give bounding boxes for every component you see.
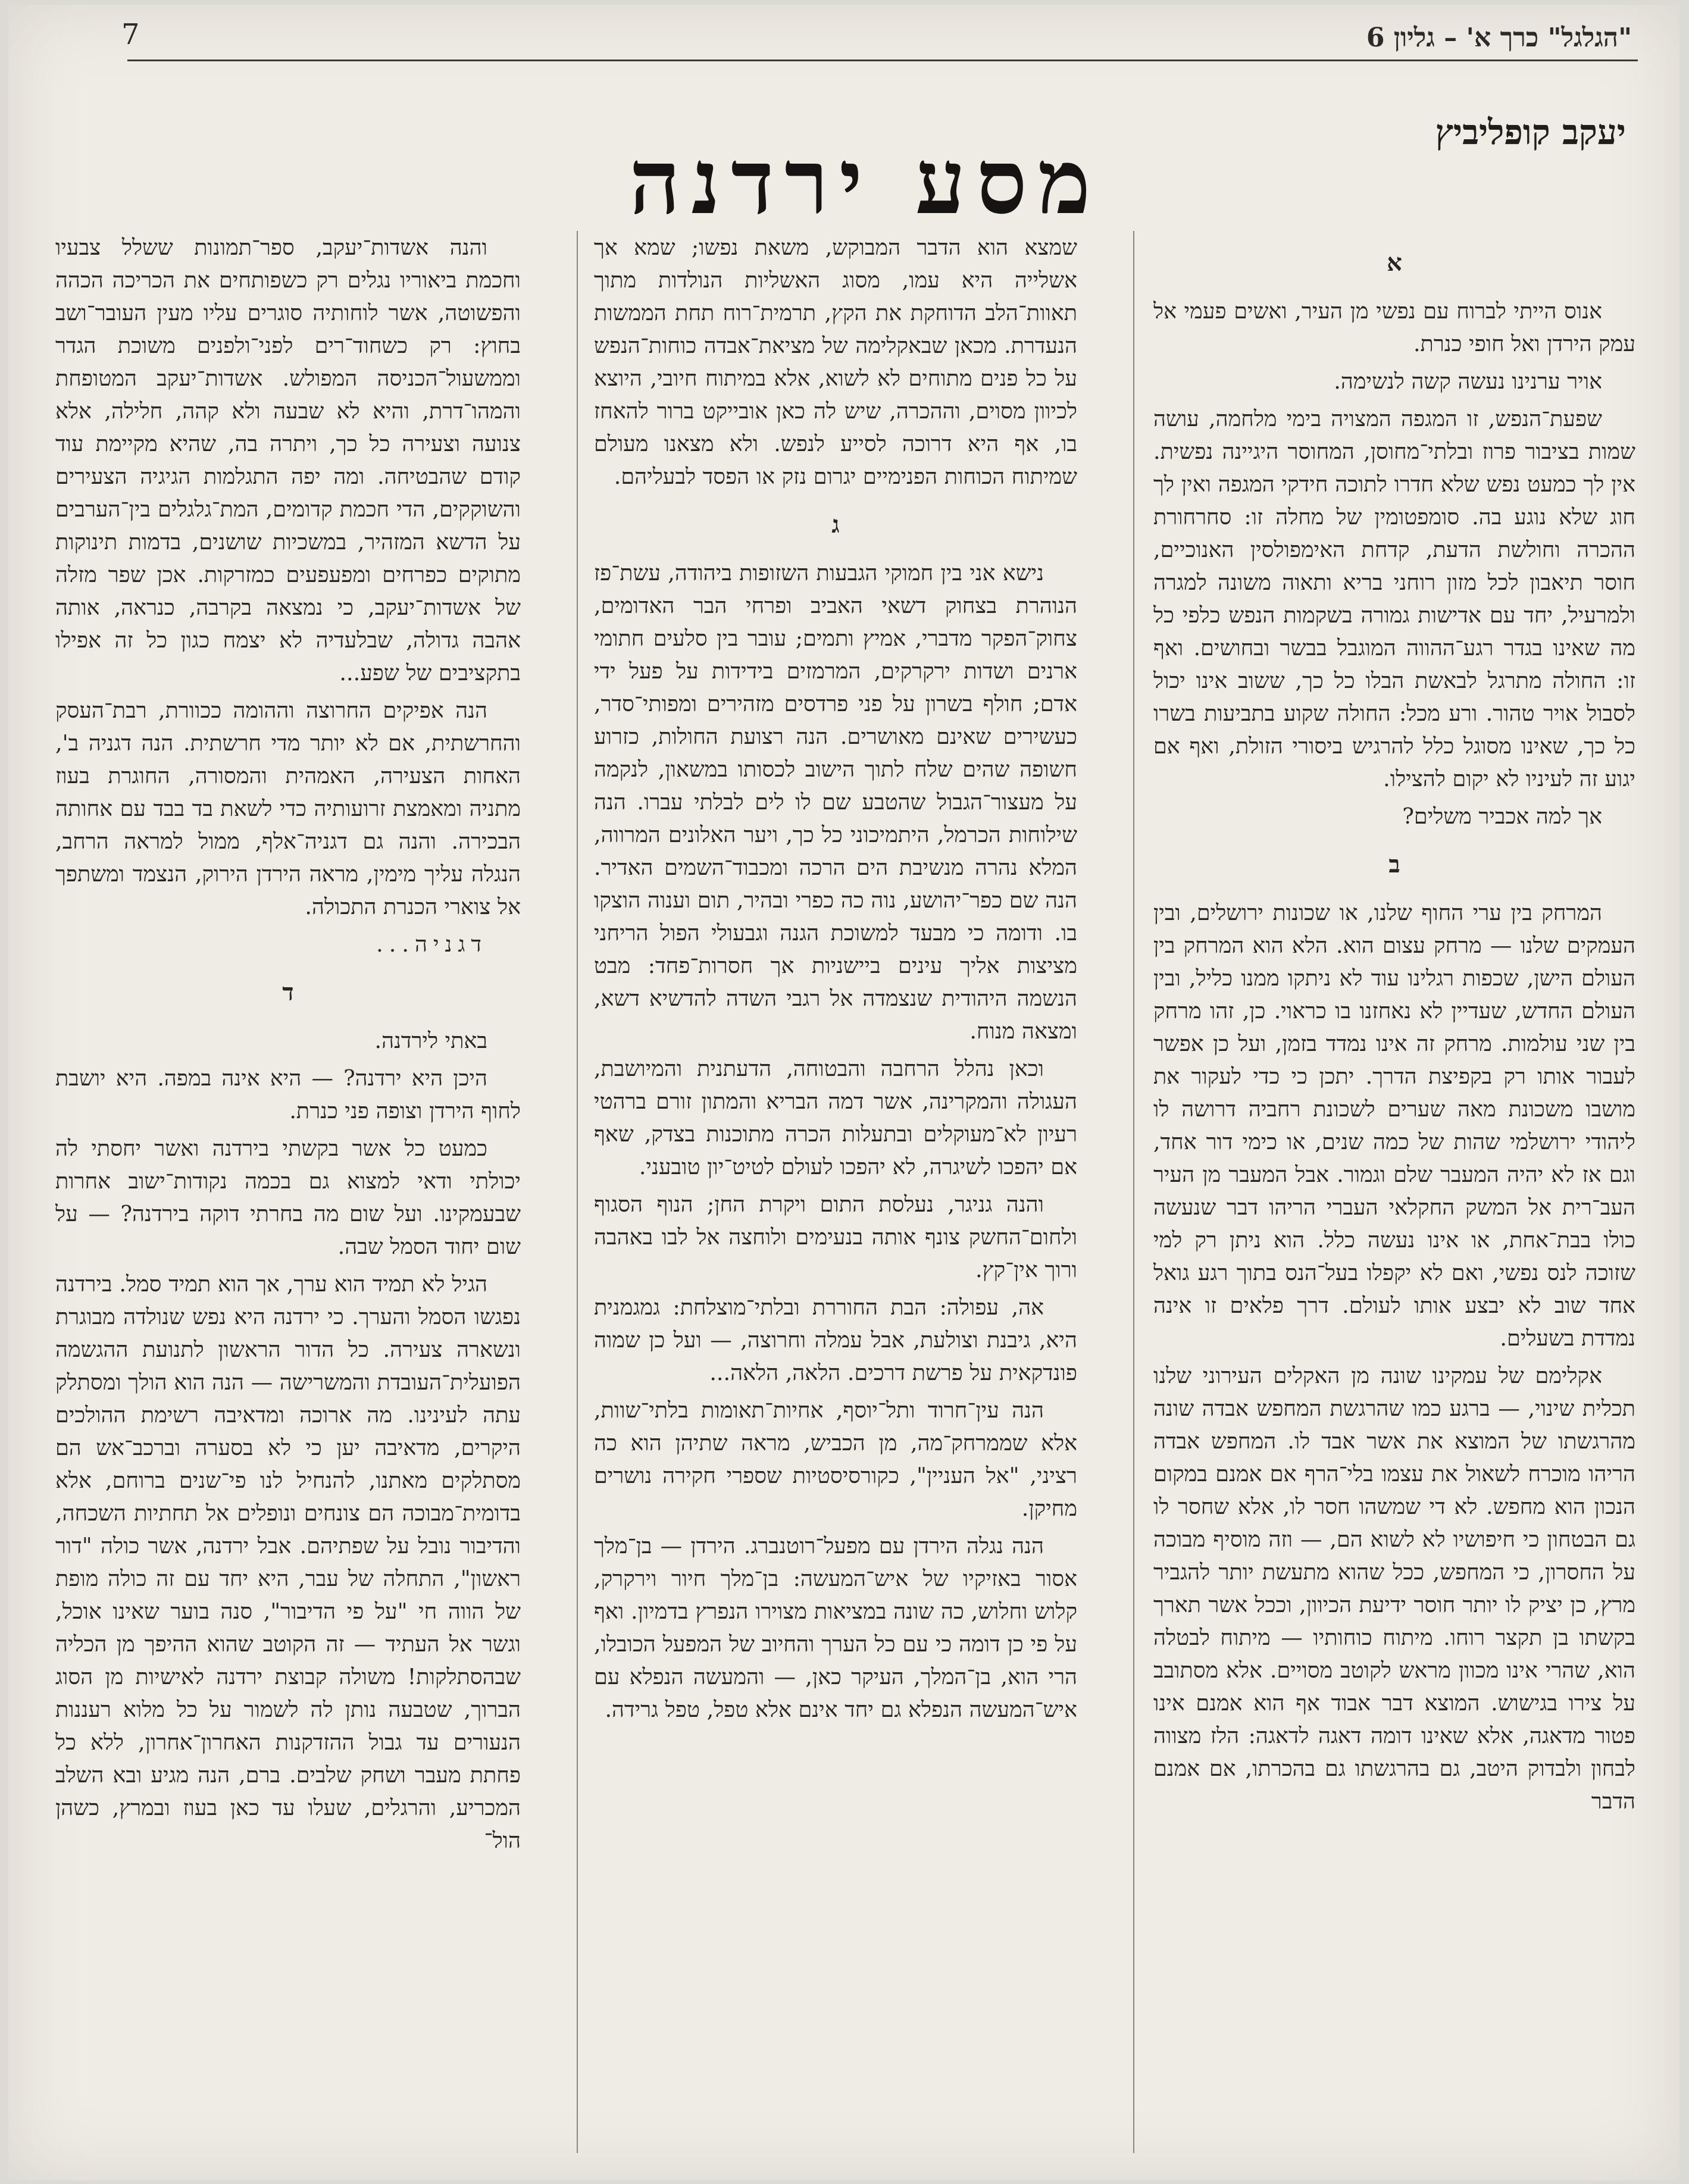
column-middle (594, 231, 1077, 2153)
paragraph: שפעת־הנפש, זו המגפה המצויה בימי מלחמה, עושה שמות בציבור פרוז ובלתי־מחוסן, המחוסר היגיינה נפשית. אין לך כמעט נפש שלא חדרו לתוכה חידקי המגפה ואין לך חוג שלא נוגע בה. סומפטומין של מחלה זו: סחרחורת ההכרה וחולשת הדעת, קדחת האימפולסין האנוכיים, חוסר תיאבון לכל מזון רוחני בריא ותאוה משונה למגרה ולמרעיל, יחד עם אדישות גמורה בשקמות הנפש כלפי כל מה שאינו בגדר רגע־ההווה המוגבל בבשר ובחושים. ואף זו: החולה מתרגל לבאשת הבלו כל כך, ששוב אינו יכול לסבול אויר טהור. ורע מכל: החולה שקוע בתביעות בשרו כל כך, שאינו מסוגל כלל להרגיש ביסורי הזולת, ואף אם יגוע זה לעיניו לא יקום להצילו. (1153, 406, 1635, 791)
paragraph: באתי לירדנה. (374, 1028, 487, 1053)
article-title: מסע ירדנה (629, 130, 1102, 234)
paragraph: אנוס הייתי לברוח עם נפשי מן העיר, ואשים פעמי אל עמק הירדן ואל חופי כנרת. (1153, 298, 1635, 356)
paragraph: הנה אפיקים החרוצה וההומה ככוורת, רבת־העסק והחרשתית, אם לא יותר מדי חרשתית. הנה דגניה ב', האחות הצעירה, האמהית והמסורה, החוגרת בעוז מתניה ומאמצת זרועותיה כדי לשאת בד בבד עם אחותה הבכירה. והנה גם דגניה־אלף, ממול למראה הרחב, הנגלה עליך מימין, מראה הירדן הירוק, הנצמד ומשתפך אל צוארי הכנרת התכולה. (55, 697, 521, 919)
paragraph: הגיל לא תמיד הוא ערך, אך הוא תמיד סמל. בירדנה נפגשו הסמל והערך. כי ירדנה היא נפש שנולדה מבוגרת ונשארה צעירה. כל הדור הראשון לתנועת ההגשמה הפועלית־העובדת והמשרישה — הנה הוא הולך ומסתלק עתה לעינינו. מה ארוכה ומדאיבה רשימת ההולכים היקרים, מדאיבה יען כי לא בסערה וברכב־אש הם מסתלקים מאתנו, להנחיל לנו פי־שנים ברוחם, אלא בדומית־מבוכה הם צונחים ונופלים אל תחתיות השכחה, והדיבור נובל על שפתיהם. אבל ירדנה, אשר כולה "דור ראשון", התחלה של עבר, היא יחד עם זה כולה מופת של הווה חי "על פי הדיבור", סנה בוער שאינו אוכל, וגשר אל העתיד — זה הקוטב שהוא ההיפך מן הכליה שבהסתלקות! משולה קבוצת ירדנה לאישיות מן הסוג הברוך, שטבעה נותן לה לשמור על כל מלוא רעננות הנעורים עד גבול ההזדקנות האחרון־אחרון, ללא כל פחתת מעבר ושחק שלבים. ברם, הנה מגיע ובא השלב המכריע, והרגלים, שעלו עד כאן בעוז ובמרץ, כשהן הול־ (55, 1271, 521, 1853)
paragraph: המרחק בין ערי החוף שלנו, או שכונות ירושלים, ובין העמקים שלנו — מרחק עצום הוא. הלא הוא המרחק בין העולם הישן, שכפות רגלינו עוד לא ניתקו ממנו כליל, ובין העולם החדש, שעדיין לא נאחזנו בו כראוי. כן, זהו מרחק בין שני עולמות. מרחק זה אינו נמדד בזמן, ועל כן אפשר לעבור אותו רק בקפיצת הדרך. יתכן כי כדי לעקור את מושבו משכונת מאה שערים לשכונת רחביה דרושה לו ליהודי ירושלמי שהות של כמה שנים, או כימי דור אחד, וגם אז לא יהיה המעבר שלם וגמור. אבל המעבר מן העיר העב־רית אל המשק החקלאי העברי הריהו דבר שנעשה כולו בבת־אחת, או אינו נעשה כלל. הוא ניתן רק למי שזוכה לנס נפשי, ואם לא יקפלו בעל־הנס בתוך רגע גואל אחד שוב לא יבצע אותו לעולם. דרך פלאים זו אינה נמדדת בשעלים. (1153, 900, 1635, 1351)
column-left (55, 231, 521, 2153)
paragraph: אה, עפולה: הבת החוררת ובלתי־מוצלחת: גמגמנית היא, גיבנת וצולעת, אבל עמלה וחרוצה, — ועל כן שמוה פונדקאית על פרשת דרכים. הלאה, הלאה... (594, 1294, 1077, 1385)
column-divider (577, 231, 578, 2153)
paragraph: כמעט כל אשר בקשתי בירדנה ואשר יחסתי לה יכולתי ודאי למצוא גם בכמה נקודות־ישוב אחרות שבעמקינו. ועל שום מה בחרתי דוקה בירדנה? — על שום יחוד הסמל שבה. (55, 1135, 521, 1259)
section-heading: א (1387, 249, 1402, 277)
article-author: יעקב קופליביץ (1435, 112, 1626, 152)
paragraph: הנה נגלה הירדן עם מפעל־רוטנברג. הירדן — בן־מלך אסור באזיקיו של איש־המעשה: בן־מלך חיור וירקרק, קלוש וחלוש, כה שונה במציאות מצוירו הנפרץ בדמיון. ואף על פי כן דומה כי עם כל הערך והחיוב של המפעל הכובלו, הרי הוא, בן־המלך, העיקר כאן, — והמעשה הנפלא עם איש־המעשה הנפלא גם יחד אינם אלא טפל, טפל גרידה. (594, 1533, 1077, 1722)
column-right (1153, 231, 1635, 2153)
newspaper-page (8, 5, 1679, 2180)
column-divider (1133, 231, 1134, 2153)
paragraph: אויר ערנינו נעשה קשה לנשימה. (1334, 368, 1602, 394)
paragraph: דגניה... (376, 931, 487, 957)
page-number: 7 (121, 18, 140, 51)
section-heading: ג (831, 511, 840, 539)
paragraph: נישא אני בין חמוקי הגבעות השזופות ביהודה, עשת־פז הנוהרת בצחוק דשאי האביב ופרחי הבר האדומים, צחוק־הפקר מדברי, אמיץ ותמים; עובר בין סלעים חתומי ארנים ושדות ירקרקים, המרמזים בידידות על פעל ידי אדם; חולף בשרון על פני פרדסים מזהירים ומפותי־סדר, כעשירים שאינם מאושרים. הנה רצועת החולות, כזרוע חשופה שהים שלח לתוך הישוב לכסותו במשאון, לנקמה על מעצור־הגבול שהטבע שם לו לים לבלתי עברו. הנה שילוחות הכרמל, היתמיכוני כל כך, ויער האלונים המרווה, המלא נהרה מנשיבת הים הרכה ומכבוד־השמים האדיר. הנה שם כפר־יהושע, נוה כה כפרי ובהיר, תום וענוה הוצקו בו. ודומה כי מבעד למשוכת הגנה וגבעולי הפול הריחני מציצות אליך עינים ביישניות אך חסרות־פחד: מבט הנשמה היהודית שנצמדה אל רגבי השדה להדשיא דשא, ומצאה מנוח. (594, 560, 1077, 1044)
paragraph: שמצא הוא הדבר המבוקש, משאת נפשו; שמא אך אשלייה היא עמו, מסוג האשליות הנולדות מתוך תאוות־הלב הדוחקת את הקץ, תרמית־רוח תחת הממשות הנעדרת. מכאן שבאקלימה של מציאת־אבדה כוחות־הנפש על כל פנים מתוחים לא לשוא, אלא במיתוח חיובי, היוצא לכיוון מסוים, וההכרה, שיש לה כאן אובייקט ברור להאחז בו, אף היא דרוכה לסייע לנפש. ולא מצאנו מעולם שמיתוח הכוחות הפנימיים יגרום נזק או הפסד לבעליהם. (594, 234, 1077, 489)
paragraph: והנה אשדות־יעקב, ספר־תמונות ששלל צבעיו וחכמת ביאוריו נגלים רק כשפותחים את הכריכה הכהה והפשוטה, אשר לוחותיה סוגרים עליו מעין העובר־ושב בחוץ: רק כשחוד־רים לפני־ולפנים משוכת הגדר וממשעול־הכניסה המפולש. אשדות־יעקב המטופחת והמהו־דרת, והיא לא שבעה ולא קהה, חלילה, אלא צנועה וצעירה כל כך, ויתרה בה, שהיא מקיימת עוד קודם שהבטיחה. ומה יפה התגלמות הגיגיה הצעירים והשוקקים, הדי חכמת קדומים, המת־גלגלים בין־הערבים על הדשא המזהיר, במשכיות שושנים, בדמות תינוקות מתוקים כפרחים ומפעפעים כמזרקות. אכן שפר מזלה של אשדות־יעקב, כי נמצאה בקרבה, כנראה, אותה אהבה גדולה, שבלעדיה לא יצמח כגון כל זה אפילו בתקציבים של שפע... (55, 234, 521, 686)
paragraph: אקלימם של עמקינו שונה מן האקלים העירוני שלנו תכלית שינוי, — ברגע כמו שהרגשת המחפש אבדה שונה מהרגשתו של המוצא את אשר אבד לו. המחפש אבדה הריהו מוכרח לשאול את עצמו בלי־הרף אם אמנם במקום הנכון הוא מחפש. לא די שמשהו חסר לו, אלא שחסר לו גם הבטחון כי חיפושיו לא לשוא הם, — וזה מוסיף מבוכה על החסרון, כי המחפש, ככל שהוא מתעשת יותר להגביר מרץ, כן יציק לו יותר חוסר ידיעת הכיוון, וככל אשר תארך בקשתו בן תקצר רוחו. מיתוח כוחותיו — מיתוח לבטלה הוא, שהרי אינו מכוון מראש לקוטב מסויים. אלא מסתובב על צירו בגישוש. המוצא דבר אבוד אף הוא אמנם אינו פטור מדאגה, אלא שאינו דומה דאגה לדאגה: הלז מצווה לבחון ולבדוק היטב, גם בהרגשתו גם בהכרתו, אם אמנם הדבר (1153, 1363, 1635, 1814)
paragraph: היכן היא ירדנה? — היא אינה במפה. היא יושבת לחוף הירדן וצופה פני כנרת. (55, 1065, 521, 1124)
header-rule (127, 60, 1638, 61)
section-heading: ב (1388, 850, 1400, 878)
section-heading: ד (282, 978, 294, 1006)
paragraph: הנה עין־חרוד ותל־יוסף, אחיות־תאומות בלתי־שוות, אלא שממרחק־מה, מן הכביש, מראה שתיהן הוא כה רציני, "אל העניין", כקורסיסטיות שספרי חקירה נושרים מחיקן. (594, 1397, 1077, 1521)
running-header: "הגלגל" כרך א' – גליון 6 (1366, 23, 1632, 53)
paragraph: והנה גניגר, נעלסת התום ויקרת החן; הנוף הסגוף ולחום־החשק צונף אותה בנעימים ולוחצה אל לבו באהבה ורוך אין־קץ. (594, 1191, 1077, 1282)
paragraph: אך למה אכביר משלים? (1402, 803, 1602, 829)
paragraph: וכאן נהלל הרחבה והבטוחה, הדעתנית והמיושבת, העגולה והמקרינה, אשר דמה הבריא והמתון זורם ברהטי רעיון לא־מעוקלים ובתעלות הכרה מתוכנות בצדק, שאף אם יהפכו לשיגרה, לא יהפכו לעולם לטיט־יון טובעני. (594, 1056, 1077, 1179)
